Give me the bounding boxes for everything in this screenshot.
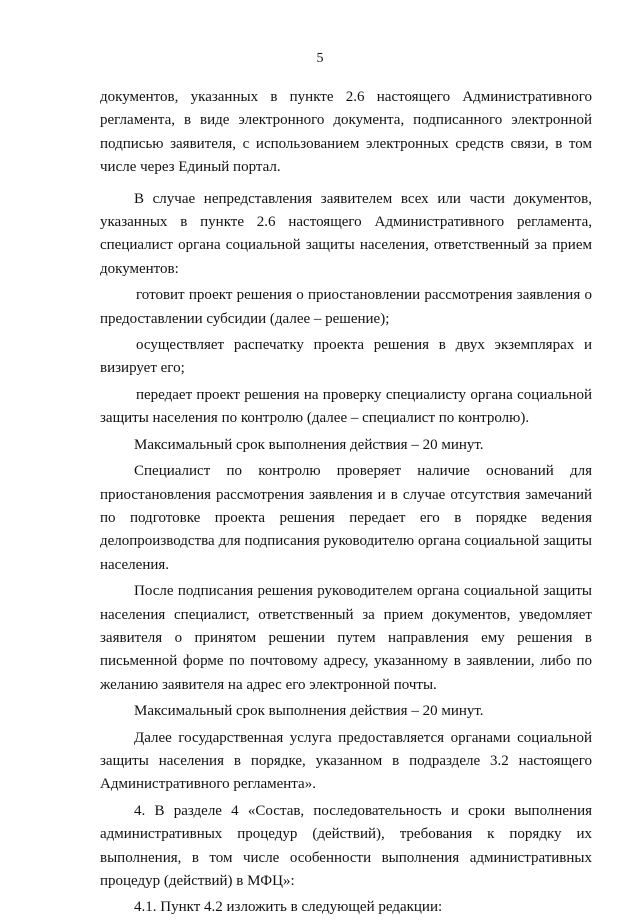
paragraph-5: передает проект решения на проверку специалисту органа социальной защиты населения по контролю (далее – специалист по контролю).: [100, 386, 592, 427]
paragraph-3: готовит проект решения о приостановлении рассмотрения заявления о предоставлении субсидии (далее – решение);: [100, 287, 592, 327]
paragraph-12: 4.1. Пункт 4.2 изложить в следующей редакции:: [134, 899, 443, 916]
paragraph-8: После подписания решения руководителем органа социальной защиты населения специалист, ответственный за прием документов, уведомляет заявителя о принятом решении путем направления ему решения в письменной форме по почтовому адресу, указанному в заявлении, либо по желанию заявителя на адрес его электронной почты.: [100, 583, 592, 693]
paragraph-6: Максимальный срок выполнения действия – 20 минут.: [134, 436, 484, 453]
paragraph-4: осуществляет распечатку проекта решения в двух экземплярах и визирует его;: [100, 337, 592, 377]
paragraph-11: 4. В разделе 4 «Состав, последовательность и сроки выполнения административных процедур (действий), требования к порядку их выполнения, в том числе особенности выполнения административных процедур (действий) в МФЦ»:: [100, 802, 592, 889]
page-number: 5: [316, 51, 324, 66]
paragraph-1: документов, указанных в пункте 2.6 настоящего Административного регламента, в виде электронного документа, подписанного электронной подписью заявителя, с использованием электронных средств связи, в том числе через Единый портал.: [100, 89, 592, 176]
paragraph-2: В случае непредставления заявителем всех или части документов, указанных в пункте 2.6 настоящего Административного регламента, специалист органа социальной защиты населения, ответственный за прием документов:: [100, 190, 592, 277]
paragraph-10: Далее государственная услуга предоставляется органами социальной защиты населения в порядке, указанном в подразделе 3.2 настоящего Административного регламента».: [100, 729, 592, 793]
paragraph-9: Максимальный срок выполнения действия – 20 минут.: [134, 703, 484, 720]
document-body: [100, 86, 592, 920]
paragraph-7: Специалист по контролю проверяет наличие оснований для приостановления рассмотрения заявления и в случае отсутствия замечаний по подготовке проекта решения передает его в порядке ведения делопроизводства для подписания руководителю органа социальной защиты населения.: [100, 463, 592, 573]
